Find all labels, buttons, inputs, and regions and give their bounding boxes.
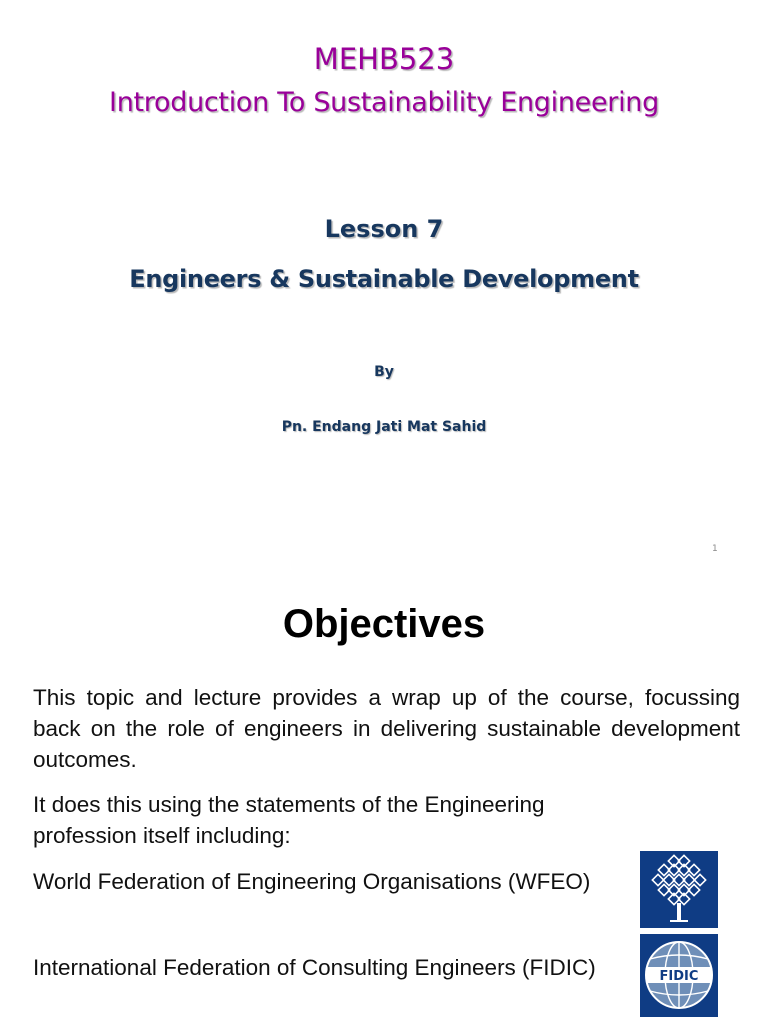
wfeo-logo xyxy=(640,851,718,928)
wfeo-item: World Federation of Engineering Organisations (WFEO) xyxy=(33,869,591,894)
page-number: 1 xyxy=(712,544,718,554)
objectives-slide xyxy=(0,575,768,1024)
by-label: By xyxy=(374,364,394,380)
lesson-title: Engineers & Sustainable Development xyxy=(129,265,639,293)
fidic-logo xyxy=(640,934,718,1017)
objectives-paragraph-2: It does this using the statements of the Engineering profession itself including: xyxy=(33,792,545,848)
fidic-logo-text: FIDIC xyxy=(659,969,699,984)
course-title: Introduction To Sustainability Engineering xyxy=(109,87,659,118)
objectives-heading: Objectives xyxy=(282,602,486,646)
globe-logo-icon xyxy=(640,934,718,1017)
course-code: MEHB523 xyxy=(313,42,455,76)
objectives-paragraph-1: This topic and lecture provides a wrap up of the course, focussing back on the role of engineers in delivering sustainable development outcomes. xyxy=(33,685,740,772)
author-name: Pn. Endang Jati Mat Sahid xyxy=(281,419,487,435)
tree-logo-icon xyxy=(640,851,718,928)
fidic-item: International Federation of Consulting Engineers (FIDIC) xyxy=(33,955,596,980)
lesson-number: Lesson 7 xyxy=(324,215,444,243)
